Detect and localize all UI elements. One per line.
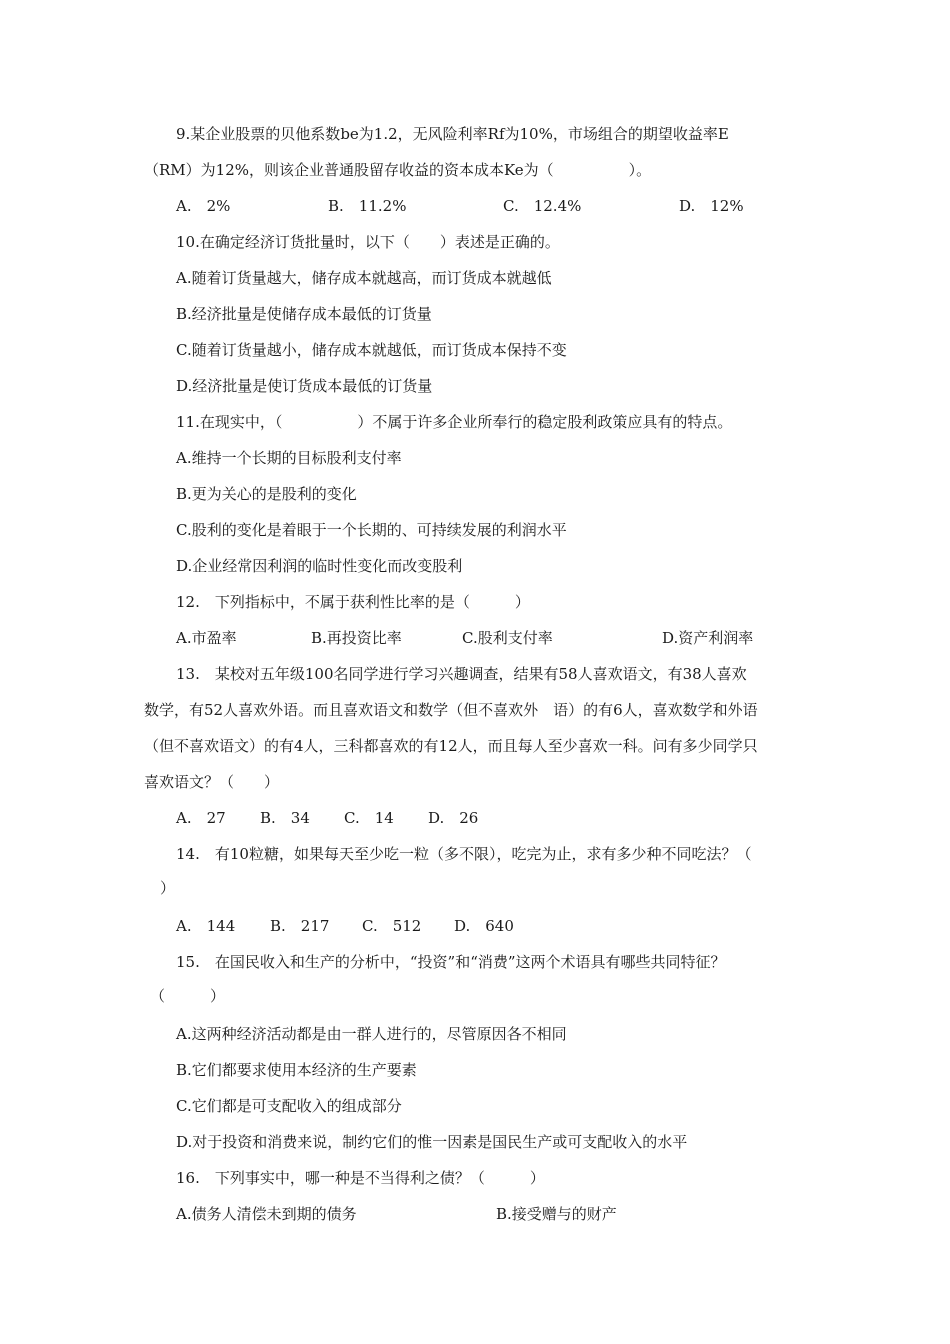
q12-option-c: C.股利支付率 [462,629,553,647]
q14-options [0,916,950,936]
q14-stem-line2: ） [160,879,176,897]
q16-options [0,1204,950,1224]
q10-option-d: D.经济批量是使订货成本最低的订货量 [176,377,433,395]
q11-option-c: C.股利的变化是着眼于一个长期的、可持续发展的利润水平 [176,521,567,539]
q9-option-a: A. 2% [176,197,231,215]
q9-option-b: B. 11.2% [328,197,407,215]
q15-stem-line1: 15. 在国民收入和生产的分析中，“投资”和“消费”这两个术语具有哪些共同特征？ [176,953,726,971]
q14-option-b: B. 217 [270,917,330,935]
q12-option-a: A.市盈率 [176,629,237,647]
q13-stem-line2: 数学，有52人喜欢外语。而且喜欢语文和数学（但不喜欢外 语）的有6人，喜欢数学和外语 [144,701,758,719]
q13-stem-line3: （但不喜欢语文）的有4人，三科都喜欢的有12人，而且每人至少喜欢一科。问有多少同学只 [144,737,758,755]
q11-stem: 11.在现实中，（ ）不属于许多企业所奉行的稳定股利政策应具有的特点。 [176,413,733,431]
q10-option-a: A.随着订货量越大，储存成本就越高，而订货成本就越低 [176,269,552,287]
q12-option-b: B.再投资比率 [311,629,402,647]
q16-option-b: B.接受赠与的财产 [496,1205,617,1223]
q14-option-d: D. 640 [454,917,514,935]
q13-option-c: C. 14 [344,809,394,827]
q12-option-d: D.资产利润率 [662,629,754,647]
q13-option-d: D. 26 [428,809,479,827]
q10-option-c: C.随着订货量越小，储存成本就越低，而订货成本保持不变 [176,341,567,359]
q14-stem-line1: 14. 有10粒糖，如果每天至少吃一粒（多不限），吃完为止，求有多少种不同吃法？（ [176,845,752,863]
q10-stem: 10.在确定经济订货批量时，以下（ ）表述是正确的。 [176,233,560,251]
q16-stem: 16. 下列事实中，哪一种是不当得利之债？（ ） [176,1169,545,1187]
q11-option-a: A.维持一个长期的目标股利支付率 [176,449,402,467]
q15-option-b: B.它们都要求使用本经济的生产要素 [176,1061,417,1079]
q15-option-a: A.这两种经济活动都是由一群人进行的，尽管原因各不相同 [176,1025,567,1043]
q15-option-c: C.它们都是可支配收入的组成部分 [176,1097,402,1115]
q13-options [0,808,950,828]
q10-option-b: B.经济批量是使储存成本最低的订货量 [176,305,432,323]
q13-stem-line4: 喜欢语文？（ ） [144,773,280,791]
q9-stem-line1: 9.某企业股票的贝他系数be为1.2，无风险利率Rf为10%，市场组合的期望收益率E [176,125,729,143]
q13-option-a: A. 27 [176,809,226,827]
q15-option-d: D.对于投资和消费来说，制约它们的惟一因素是国民生产或可支配收入的水平 [176,1133,688,1151]
q14-option-c: C. 512 [362,917,422,935]
q9-option-c: C. 12.4% [503,197,582,215]
q9-stem-line2: （RM）为12%，则该企业普通股留存收益的资本成本Ke为（ ）。 [144,161,652,179]
q11-option-b: B.更为关心的是股利的变化 [176,485,357,503]
q11-option-d: D.企业经常因利润的临时性变化而改变股利 [176,557,463,575]
q13-stem-line1: 13. 某校对五年级100名同学进行学习兴趣调查，结果有58人喜欢语文，有38人喜欢 [176,665,747,683]
q14-option-a: A. 144 [176,917,236,935]
q12-stem: 12. 下列指标中，不属于获利性比率的是（ ） [176,593,530,611]
q15-stem-line2: （ ） [150,987,226,1005]
q12-options [0,628,950,648]
q9-options [0,196,950,216]
q13-option-b: B. 34 [260,809,310,827]
q16-option-a: A.债务人清偿未到期的债务 [176,1205,357,1223]
q9-option-d: D. 12% [679,197,744,215]
